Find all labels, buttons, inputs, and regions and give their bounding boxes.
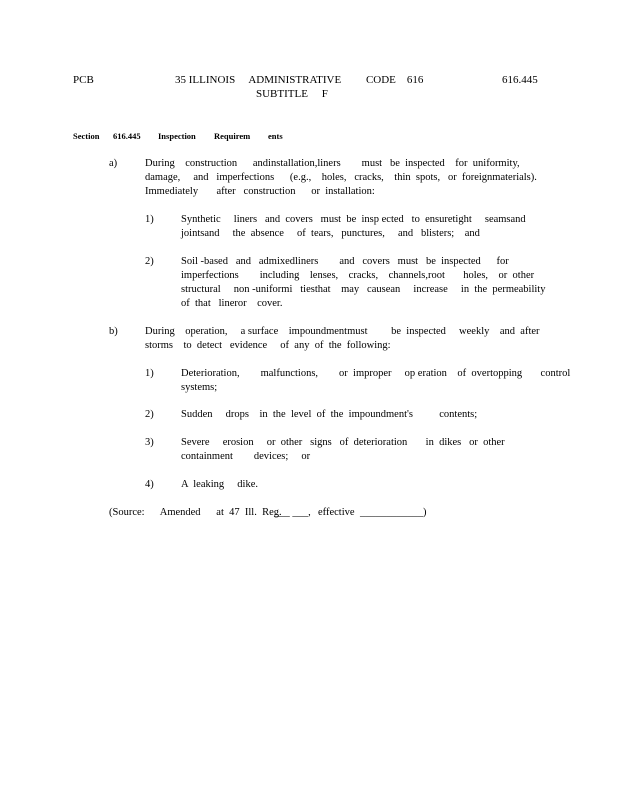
section-label: Section bbox=[73, 131, 100, 141]
source-note: (Source: Amended at 47 Ill. Reg. bbox=[109, 507, 282, 518]
item-a1-line-1: Synthetic liners and covers must be insp ected to ensuretight seamsand bbox=[181, 214, 526, 225]
item-a-marker: a) bbox=[109, 158, 118, 169]
header-left: PCB bbox=[73, 74, 94, 86]
item-a1-marker: 1) bbox=[145, 214, 154, 225]
item-b3-line-1: Severe erosion or other signs of deterioration in dikes or other bbox=[181, 437, 505, 448]
header-title: 35 ILLINOIS ADMINISTRATIVE CODE 616 bbox=[175, 74, 424, 86]
header-subtitle-text: SUBTITLE F bbox=[256, 88, 328, 100]
header-right: 616.445 bbox=[502, 74, 538, 86]
item-b-line-2: storms to detect evidence of any of the following: bbox=[145, 340, 391, 351]
item-b3-line-2: containment devices; or bbox=[181, 451, 311, 462]
section-title-part2: Requirem bbox=[214, 131, 251, 141]
section-number: 616.445 bbox=[113, 131, 141, 141]
item-a2-line-1: Soil -based and admixedliners and covers must be inspected for bbox=[181, 256, 509, 267]
item-b4-line-1: A leaking dike. bbox=[181, 479, 258, 490]
source-blank-register: ___ ___, bbox=[274, 507, 311, 518]
source-blank-date: ____________) bbox=[360, 507, 427, 518]
item-a-line-1: During construction andinstallation,liners must be inspected for uniformity, bbox=[145, 158, 520, 169]
item-b1-line-2: systems; bbox=[181, 382, 218, 393]
item-a1-line-2: jointsand the absence of tears, punctures, and blisters; and bbox=[181, 228, 480, 239]
item-b3-marker: 3) bbox=[145, 437, 154, 448]
section-title-part1: Inspection bbox=[158, 131, 196, 141]
item-b4-marker: 4) bbox=[145, 479, 154, 490]
item-b-line-1: During operation, a surface impoundmentmust be inspected weekly and after bbox=[145, 326, 540, 337]
item-b1-marker: 1) bbox=[145, 368, 154, 379]
item-a2-line-4: of that lineror cover. bbox=[181, 298, 283, 309]
source-effective-label: effective bbox=[318, 507, 355, 518]
item-a-line-3: Immediately after construction or installation: bbox=[145, 186, 375, 197]
item-b-marker: b) bbox=[109, 326, 118, 337]
item-b2-marker: 2) bbox=[145, 409, 154, 420]
item-a-line-2: damage, and imperfections (e.g., holes, cracks, thin spots, or foreignmaterials). bbox=[145, 172, 537, 183]
section-title-part3: ents bbox=[268, 131, 283, 141]
item-b2-line-1: Sudden drops in the level of the impoundment's contents; bbox=[181, 409, 478, 420]
item-a2-line-3: structural non -uniformi tiesthat may causean increase in the permeability bbox=[181, 284, 546, 295]
item-b1-line-1: Deterioration, malfunctions, or improper op eration of overtopping control bbox=[181, 368, 571, 379]
item-a2-marker: 2) bbox=[145, 256, 154, 267]
item-a2-line-2: imperfections including lenses, cracks, channels,root holes, or other bbox=[181, 270, 535, 281]
